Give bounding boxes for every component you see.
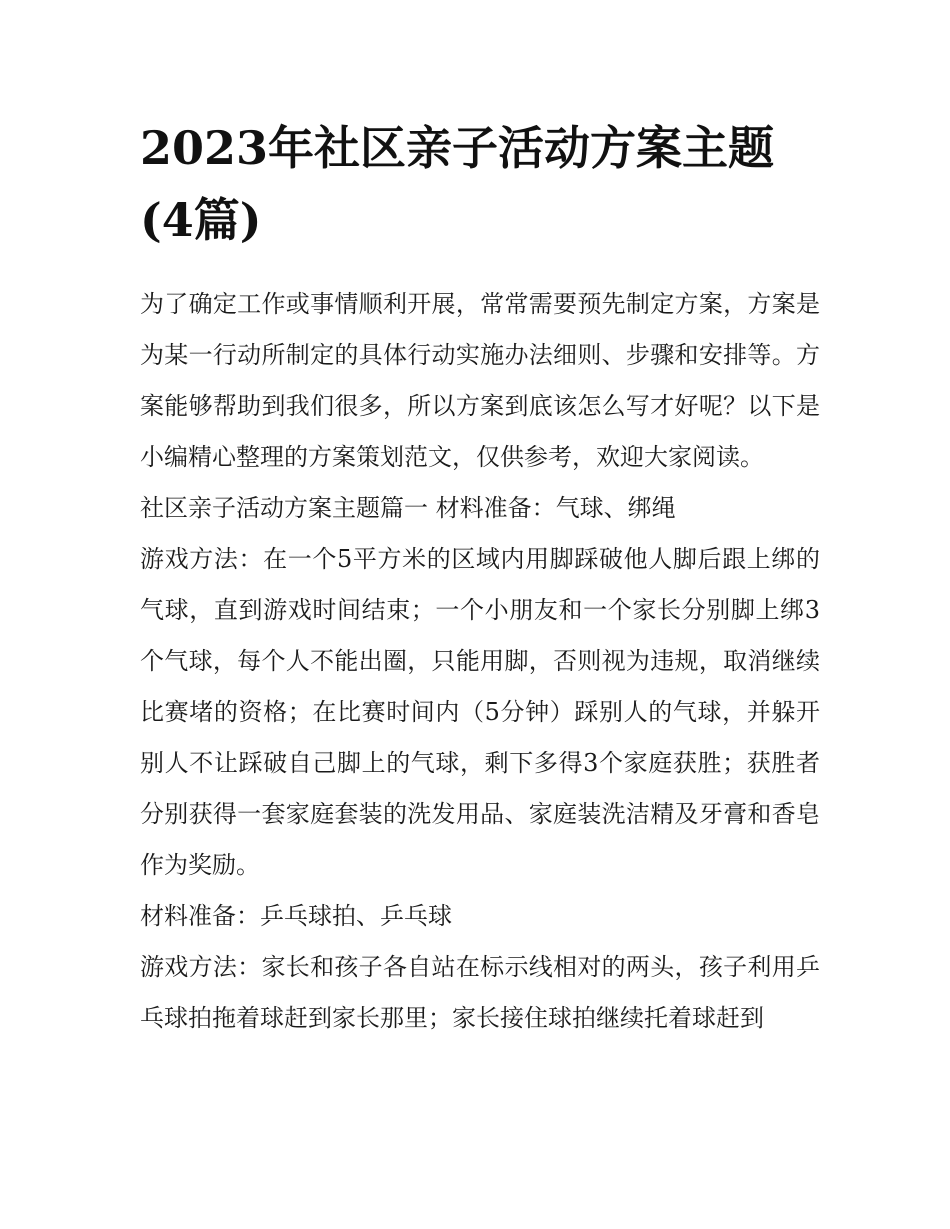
intro-paragraph: 为了确定工作或事情顺利开展，常常需要预先制定方案，方案是为某一行动所制定的具体行动实施办法细则、步骤和安排等。方案能够帮助到我们很多，所以方案到底该怎么写才好呢？以下是小编精心整理的方案策划范文，仅供参考，欢迎大家阅读。 [140,290,820,471]
document-body [140,279,820,1044]
game-one-method-paragraph: 游戏方法：在一个5平方米的区域内用脚踩破他人脚后跟上绑的气球，直到游戏时间结束；一个小朋友和一个家长分别脚上绑3个气球，每个人不能出圈，只能用脚，否则视为违规，取消继续比赛堵的资格；在比赛时间内（5分钟）踩别人的气球，并躲开别人不让踩破自己脚上的气球，剩下多得3个家庭获胜；获胜者分别获得一套家庭套装的洗发用品、家庭装洗洁精及牙膏和香皂作为奖励。 [140,545,820,879]
game-two-materials: 材料准备：乒乓球拍、乒乓球 [140,902,452,930]
section-one-materials: 社区亲子活动方案主题篇一 材料准备：气球、绑绳 [140,494,676,522]
document-title: 2023年社区亲子活动方案主题(4篇) [140,121,775,247]
game-two-method-paragraph: 游戏方法：家长和孩子各自站在标示线相对的两头，孩子利用乒乓球拍拖着球赶到家长那里；家长接住球拍继续托着球赶到 [140,953,820,1032]
